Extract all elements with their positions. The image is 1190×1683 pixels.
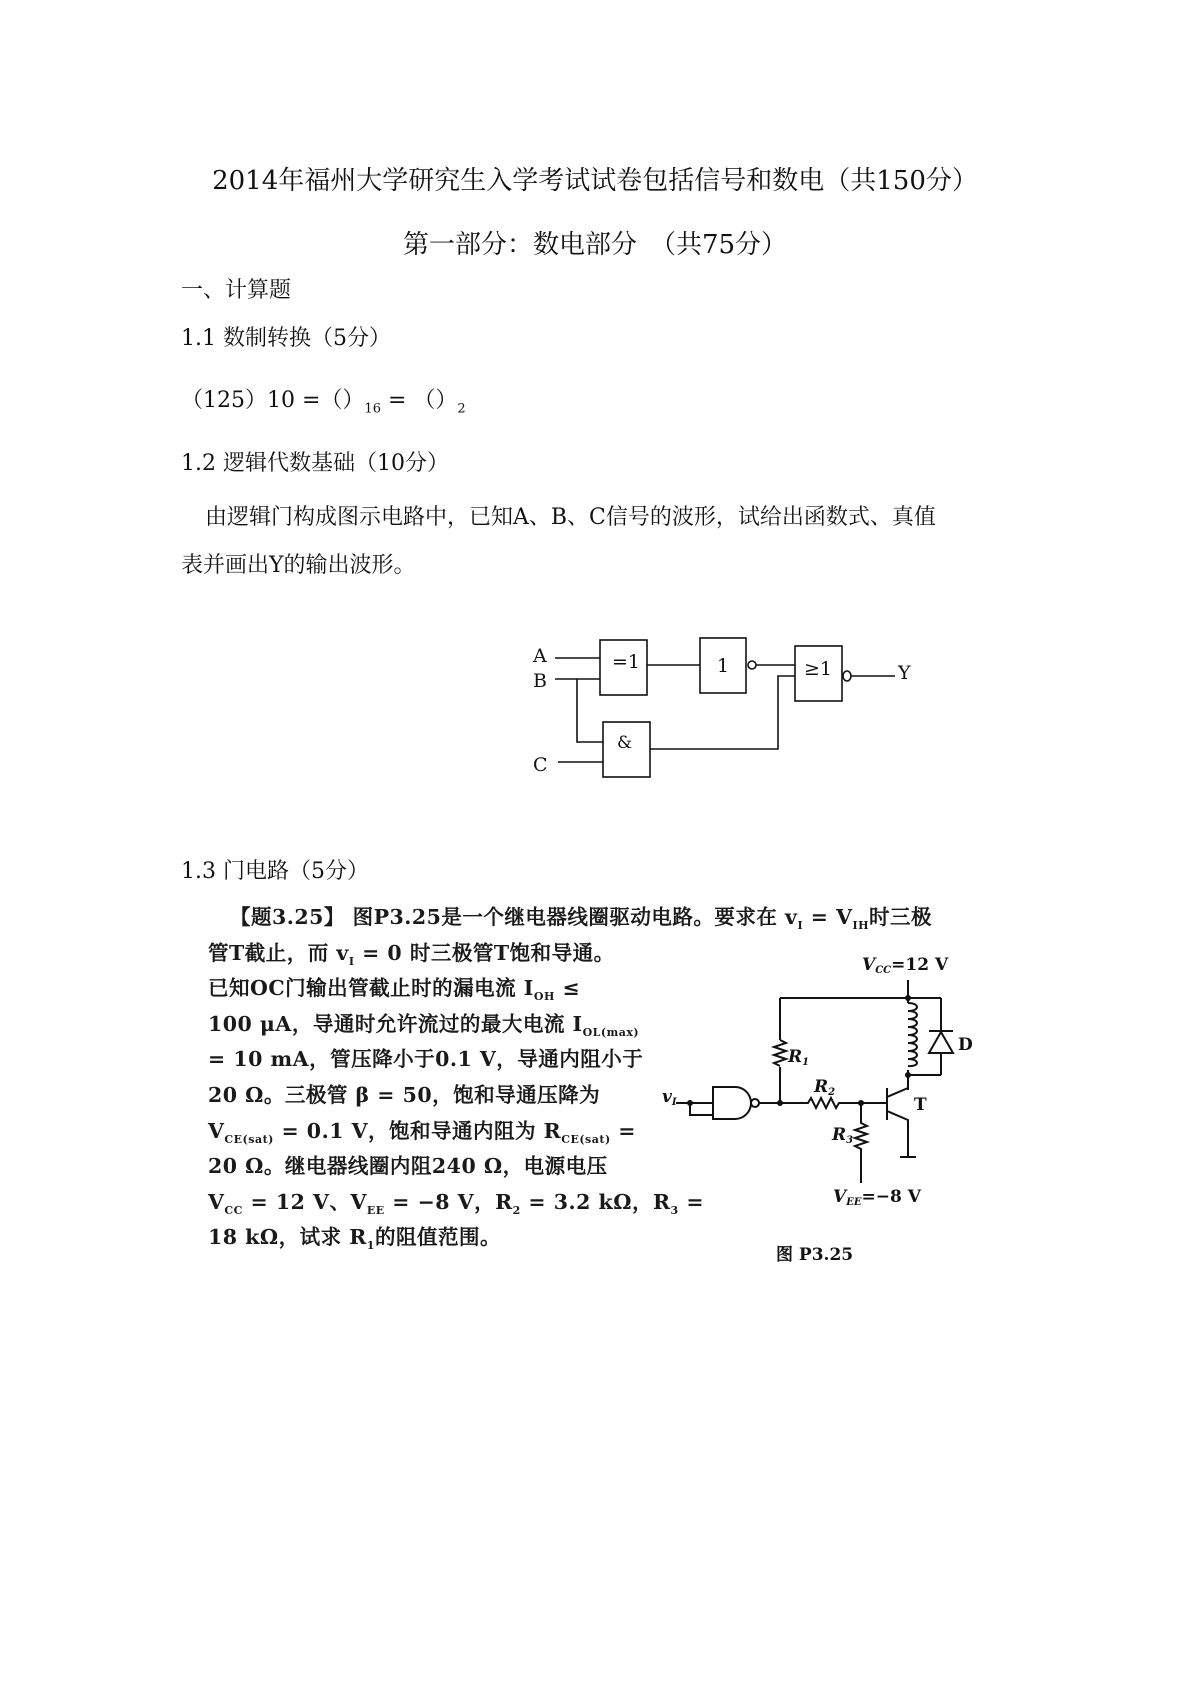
xor-gate-label: =1 (612, 651, 641, 673)
gate-bubble (751, 1099, 759, 1107)
text-segment: = (610, 1118, 636, 1143)
input-c-label: C (533, 754, 548, 776)
subscript: I (348, 954, 355, 968)
output-y-label: Y (898, 662, 911, 684)
text-segment: = −8 V，R (384, 1189, 513, 1214)
subscript: 3 (670, 1203, 679, 1217)
q12-heading: 1.2 逻辑代数基础（10分） (181, 451, 449, 476)
diode-d (929, 1031, 953, 1053)
text-segment: 20 Ω。继电器线圈内阻240 Ω，电源电压 (208, 1154, 608, 1179)
r1-label: R1 (788, 1047, 810, 1068)
text-segment: 100 μA，导通时允许流过的最大电流 I (208, 1011, 583, 1036)
section-heading: 一、计算题 (181, 278, 292, 303)
text-segment: 时三极 (869, 905, 933, 929)
relay-driver-circuit (200, 890, 1000, 1270)
subscript: CC (224, 1203, 243, 1217)
text-segment: 管T截止，而 v (208, 940, 349, 965)
text-segment: ≤ (554, 976, 581, 1001)
base-2: 2 (457, 401, 466, 417)
part-heading: 第一部分：数电部分 （共75分） (402, 230, 788, 260)
nor-bubble (843, 671, 851, 681)
expr-main: （125）10 =（） (181, 388, 365, 413)
relay-coil (908, 1003, 917, 1066)
base-16: 16 (364, 401, 381, 417)
subscript: CE(sat) (561, 1132, 611, 1146)
text-segment: 【题3.25】 图P3.25是一个继电器线圈驱动电路。要求在 v (230, 905, 798, 929)
text-segment: 的阻值范围。 (374, 1225, 501, 1250)
text-segment: = 10 mA，管压降小于0.1 V，导通内阻小于 (208, 1047, 644, 1072)
q13-heading: 1.3 门电路（5分） (181, 859, 369, 884)
nor-gate-label: ≥1 (804, 658, 833, 680)
subscript: 2 (512, 1203, 521, 1217)
text-segment: V (208, 1118, 225, 1143)
text-segment: 20 Ω。三极管 β = 50，饱和导通压降为 (208, 1083, 601, 1107)
r1-resistor (774, 1040, 786, 1066)
subscript: 1 (366, 1239, 375, 1253)
figure-caption: 图 P3.25 (776, 1245, 854, 1265)
q11-heading: 1.1 数制转换（5分） (181, 326, 391, 351)
problem-3-25 (200, 890, 1000, 1270)
diode-label: D (958, 1035, 973, 1055)
subscript: IH (852, 919, 870, 933)
subscript: I (797, 919, 804, 933)
text-segment: = V (803, 905, 853, 929)
text-segment: = 3.2 kΩ，R (520, 1189, 671, 1214)
text-segment: = 0 时三极管T饱和导通。 (354, 940, 615, 965)
vcc-label: VCC=12 V (862, 955, 949, 976)
not-bubble (748, 661, 756, 669)
expr-eq: = （） (380, 388, 458, 413)
input-b-label: B (533, 670, 547, 692)
subscript: OL(max) (582, 1025, 640, 1039)
r2-label: R2 (814, 1077, 836, 1098)
input-vi-label: vI (662, 1087, 677, 1108)
page-title: 2014年福州大学研究生入学考试试卷包括信号和数电（共150分） (212, 166, 978, 196)
q12-text-line2: 表并画出Y的输出波形。 (181, 553, 416, 578)
subscript: CE(sat) (224, 1132, 274, 1146)
text-segment: = (678, 1189, 705, 1214)
text-segment: 18 kΩ，试求 R (208, 1225, 367, 1250)
q12-text-line1: 由逻辑门构成图示电路中，已知A、B、C信号的波形，试给出函数式、真值 (205, 505, 936, 530)
input-a-label: A (533, 645, 547, 667)
vee-label: VEE=−8 V (833, 1187, 921, 1208)
r3-label: R3 (832, 1125, 854, 1146)
text-segment: = 12 V、V (242, 1189, 367, 1214)
not-gate-label: 1 (717, 655, 730, 677)
text-segment: = 0.1 V，饱和导通内阻为 R (273, 1118, 562, 1143)
text-segment: 已知OC门输出管截止时的漏电流 I (208, 976, 534, 1001)
text-segment: V (208, 1189, 225, 1214)
subscript: EE (366, 1203, 385, 1217)
transistor-label: T (914, 1095, 927, 1115)
and-gate-label: & (617, 733, 633, 753)
subscript: OH (533, 990, 555, 1004)
